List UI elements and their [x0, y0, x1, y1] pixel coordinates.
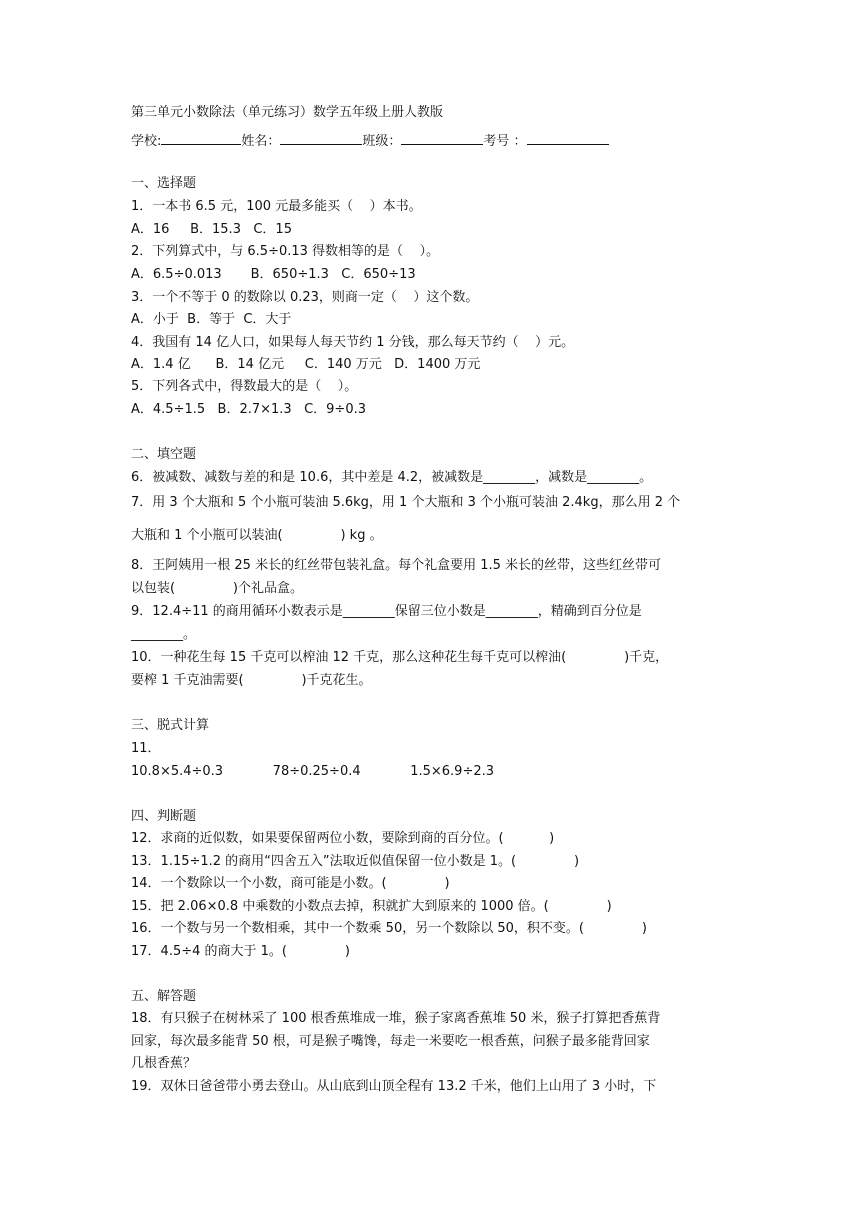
name-label: 姓名： [241, 134, 281, 149]
class-blank[interactable] [401, 130, 483, 145]
question-8-cont: 以包装( )个礼品盒。 [131, 581, 303, 596]
question-5-options: A．4.5÷1.5 B．2.7×1.3 C．9÷0.3 [131, 402, 367, 417]
question-16: 16．一个数与另一个数相乘，其中一个数乘 50，另一个数除以 50，积不变。( ) [131, 921, 647, 936]
question-9-cont: ________。 [131, 627, 197, 642]
name-blank[interactable] [280, 130, 362, 145]
question-18: 18．有只猴子在树林采了 100 根香蕉堆成一堆，猴子家离香蕉堆 50 米，猴子打算把香蕉背 [131, 1011, 661, 1026]
question-19: 19．双休日爸爸带小勇去登山。从山底到山顶全程有 13.2 千米，他们上山用了 3 小时，下 [131, 1079, 657, 1094]
question-1-options: A．16 B．15.3 C．15 [131, 222, 292, 237]
question-9: 9．12.4÷11 的商用循环小数表示是________保留三位小数是________，精确到百分位是 [131, 604, 642, 619]
school-blank[interactable] [161, 130, 241, 145]
question-13: 13．1.15÷1.2 的商用“四舍五入”法取近似值保留一位小数是 1。( ) [131, 854, 580, 869]
exam-no-blank[interactable] [527, 130, 609, 145]
question-18-cont-1: 回家，每次最多能背 50 根，可是猴子嘴馋，每走一米要吃一根香蕉，问猴子最多能背回家 [131, 1034, 650, 1049]
section-heading-judge: 四、判断题 [131, 809, 197, 824]
school-label: 学校: [131, 134, 162, 149]
question-3-options: A．小于 B．等于 C．大于 [131, 312, 292, 327]
question-10: 10．一种花生每 15 千克可以榨油 12 千克，那么这种花生每千克可以榨油( )千克， [131, 650, 669, 665]
question-3: 3．一个不等于 0 的数除以 0.23，则商一定（ ）这个数。 [131, 290, 479, 305]
class-label: 班级： [362, 134, 402, 149]
question-7-cont: 大瓶和 1 个小瓶可以装油( ) kg 。 [131, 528, 383, 543]
section-heading-calc: 三、脱式计算 [131, 718, 210, 733]
question-4: 4．我国有 14 亿人口，如果每人每天节约 1 分钱，那么每天节约（ ）元。 [131, 335, 575, 350]
question-15: 15．把 2.06×0.8 中乘数的小数点去掉，积就扩大到原来的 1000 倍。( ) [131, 899, 612, 914]
question-11-expressions: 10.8×5.4÷0.3 78÷0.25÷0.4 1.5×6.9÷2.3 [131, 764, 495, 779]
section-heading-choice: 一、选择题 [131, 176, 197, 191]
question-8: 8．王阿姨用一根 25 米长的红丝带包装礼盒。每个礼盒要用 1.5 米长的丝带，这些红丝带可 [131, 558, 662, 573]
section-heading-solve: 五、解答题 [131, 989, 197, 1004]
question-2: 2．下列算式中，与 6.5÷0.13 得数相等的是（ ）。 [131, 244, 440, 259]
question-5: 5．下列各式中，得数最大的是（ ）。 [131, 379, 358, 394]
question-14: 14．一个数除以一个小数，商可能是小数。( ) [131, 876, 450, 891]
question-17: 17．4.5÷4 的商大于 1。( ) [131, 944, 350, 959]
exam-no-label: 考号 ： [483, 134, 527, 149]
question-6: 6．被减数、减数与差的和是 10.6，其中差是 4.2，被减数是________，减数是________。 [131, 470, 653, 485]
question-2-options: A．6.5÷0.013 B．650÷1.3 C．650÷13 [131, 267, 416, 282]
question-10-cont: 要榨 1 千克油需要( )千克花生。 [131, 673, 372, 688]
question-18-cont-2: 几根香蕉？ [131, 1056, 197, 1071]
question-1: 1．一本书 6.5 元，100 元最多能买（ ）本书。 [131, 199, 422, 214]
question-7: 7．用 3 个大瓶和 5 个小瓶可装油 5.6kg，用 1 个大瓶和 3 个小瓶可装油 2.4kg，那么用 2 个 [131, 495, 681, 510]
question-4-options: A．1.4 亿 B．14 亿元 C．140 万元 D．1400 万元 [131, 357, 481, 372]
section-heading-fill: 二、填空题 [131, 447, 197, 462]
student-info-line [131, 130, 609, 151]
worksheet-title: 第三单元小数除法（单元练习）数学五年级上册人教版 [131, 105, 444, 120]
question-12: 12．求商的近似数，如果要保留两位小数，要除到商的百分位。( ) [131, 831, 555, 846]
question-11: 11． [131, 741, 161, 756]
